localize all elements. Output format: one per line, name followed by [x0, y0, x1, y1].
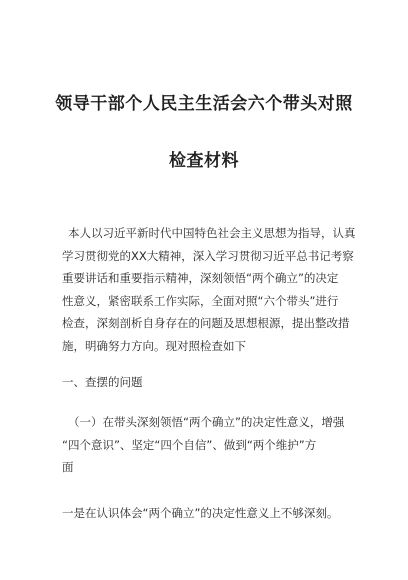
intro-line: 学习贯彻党的XX大精神，深入学习贯彻习近平总书记考察 [62, 248, 354, 263]
document-title-line-2: 检查材料 [169, 151, 239, 171]
intro-line: 施，明确努力方向。现对照检查如下 [62, 338, 246, 353]
document-title-line-1: 领导干部个人民主生活会六个带头对照 [55, 94, 353, 114]
section-heading: 一、查摆的问题 [62, 375, 143, 389]
intro-line: 性意义，紧密联系工作实际，全面对照“六个带头”进行 [62, 293, 339, 308]
intro-line: 本人以习近平新时代中国特色社会主义思想为指导，认真 [68, 226, 356, 240]
intro-line: 检查，深刻剖析自身存在的问题及思想根源，提出整改措 [62, 316, 350, 330]
point-text: 一是在认识体会“两个确立”的决定性意义上不够深刻。 [62, 506, 339, 520]
intro-line: 重要讲话和重要指示精神，深刻领悟“两个确立”的决定 [62, 271, 339, 285]
subsection-heading [62, 411, 352, 479]
subsection-line: “四个意识”、坚定“四个自信”、做到“两个维护”方 [62, 437, 317, 452]
subsection-line: 面 [62, 460, 74, 474]
subsection-line: （一）在带头深刻领悟“两个确立”的决定性意义，增强 [68, 415, 345, 429]
intro-paragraph [62, 222, 356, 357]
